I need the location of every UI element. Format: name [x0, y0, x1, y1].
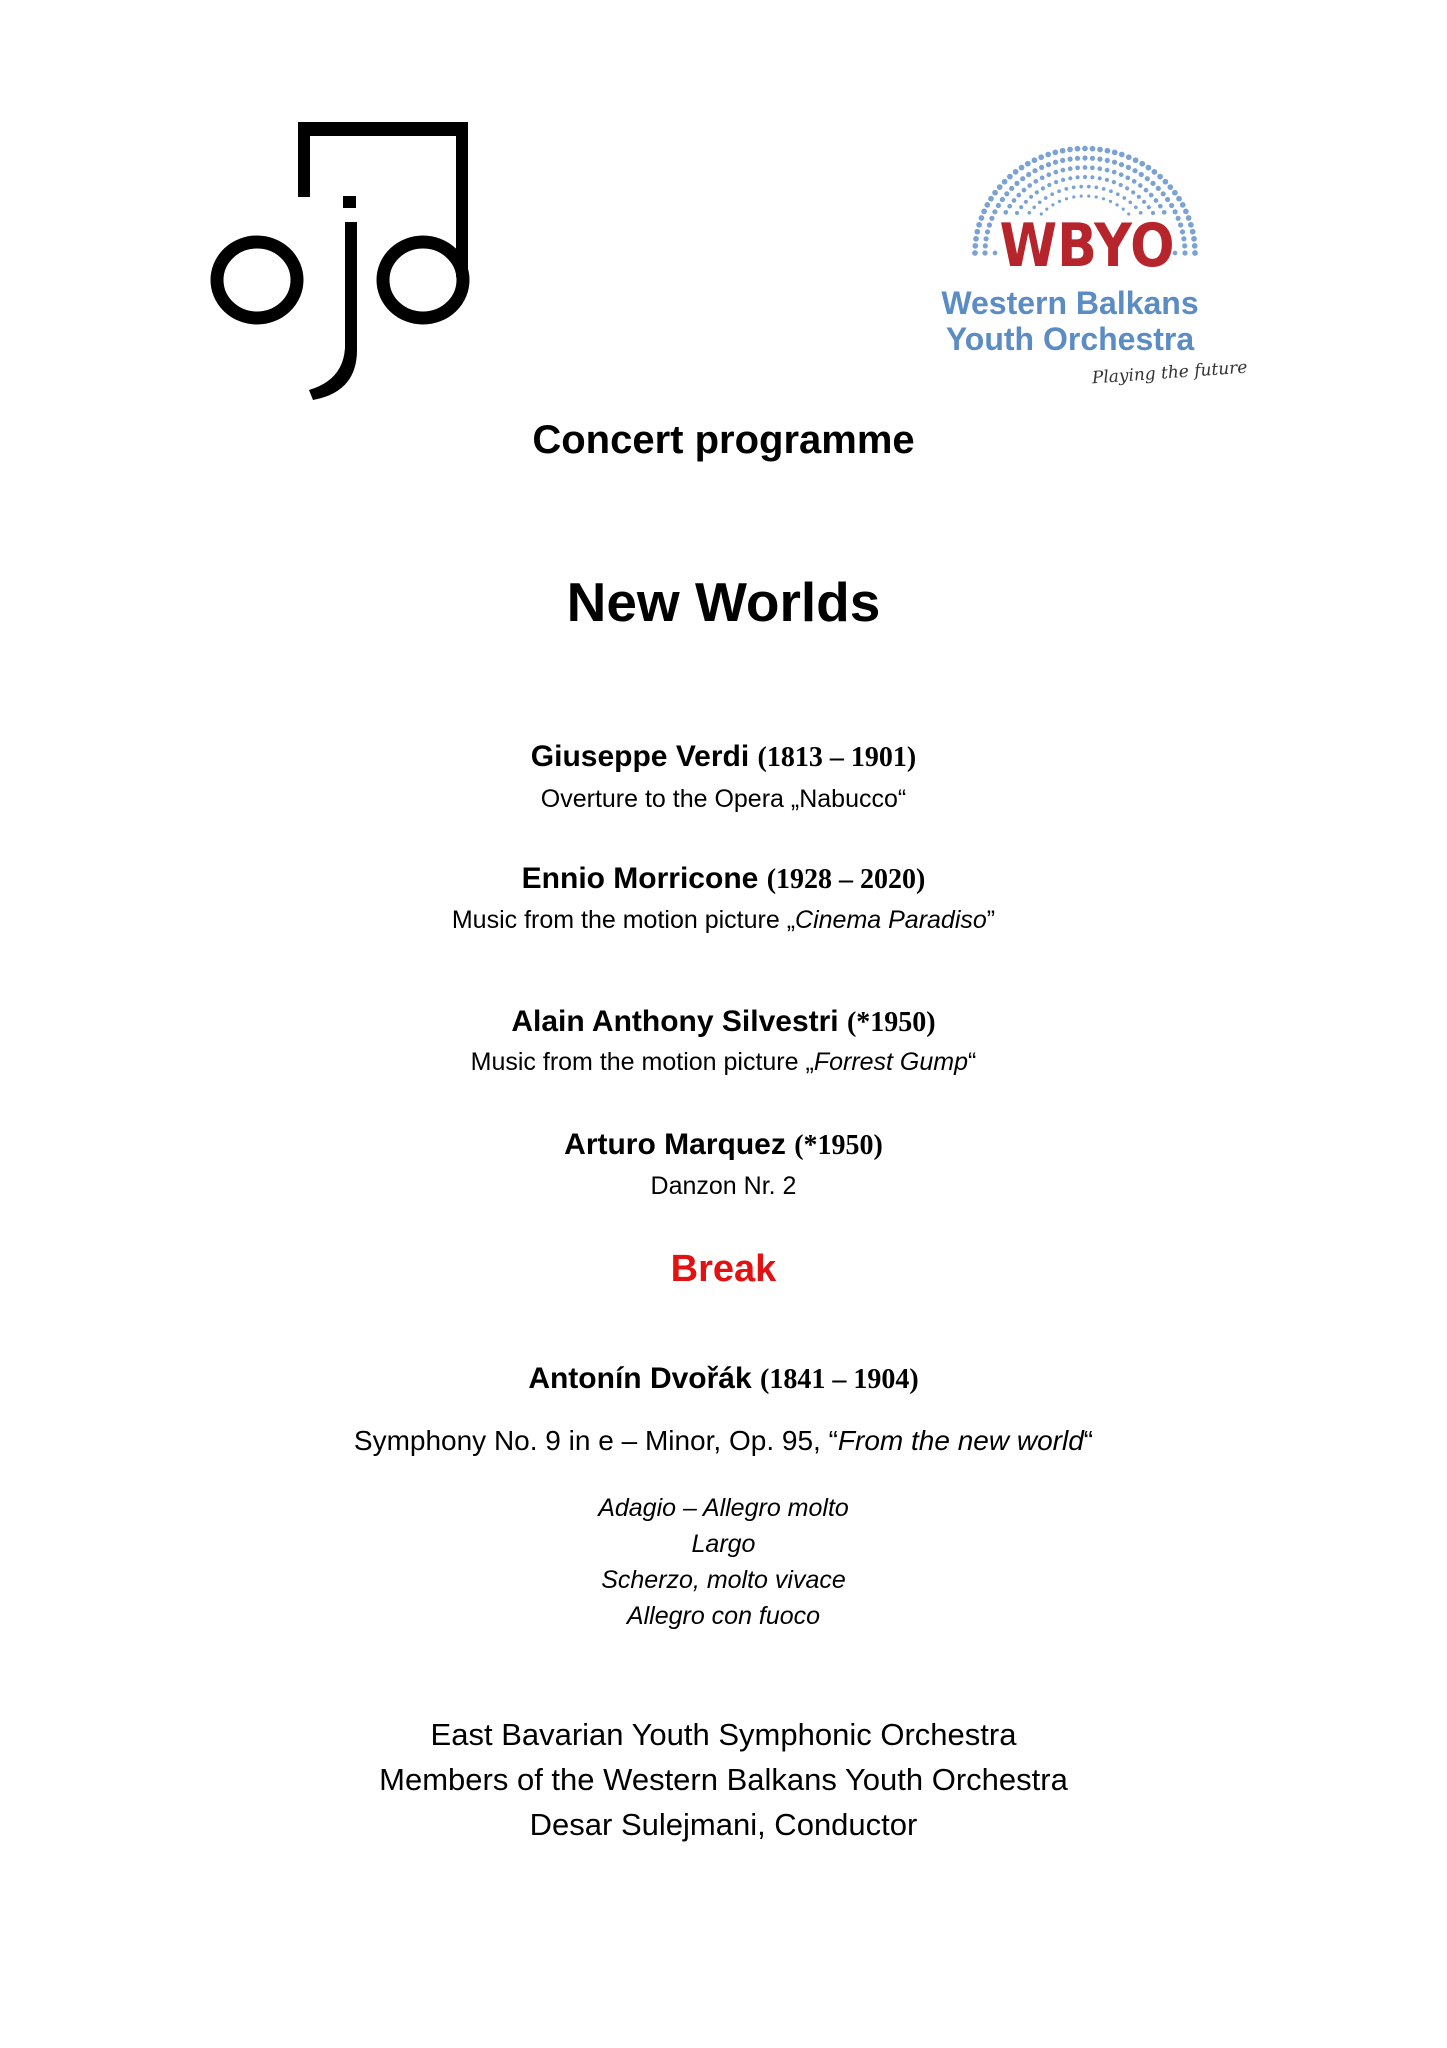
wbyo-dot — [1044, 196, 1048, 200]
work-quote: ” — [986, 906, 996, 934]
wbyo-dot — [1139, 161, 1145, 167]
wbyo-dot — [1052, 150, 1058, 156]
work-title: Forrest Gump — [813, 1048, 969, 1076]
wbyo-dot — [1007, 204, 1012, 209]
wbyo-dot — [983, 243, 988, 248]
wbyo-dot — [1046, 162, 1051, 167]
wbyo-dot — [1161, 191, 1166, 196]
wbyo-dot — [1145, 176, 1150, 181]
wbyo-dot — [1046, 172, 1051, 177]
work-title: Cinema Paradiso — [795, 906, 987, 934]
wbyo-dot — [1000, 197, 1005, 202]
movement-item: Scherzo, molto vivace — [601, 1566, 846, 1594]
wbyo-dot — [1105, 178, 1109, 182]
wbyo-dot — [1083, 165, 1088, 170]
wbyo-dot — [976, 222, 982, 228]
wbyo-dot — [982, 250, 987, 255]
wbyo-dot — [1192, 243, 1198, 249]
wbyo-dot — [1026, 172, 1031, 177]
composer-entry — [0, 1362, 1447, 1396]
wbyo-dot — [1035, 190, 1039, 194]
wbyo-dot — [1186, 215, 1192, 221]
wbyo-dot — [1149, 193, 1154, 198]
wbyo-dot — [997, 184, 1003, 190]
work-title: From the new world — [837, 1425, 1084, 1456]
wbyo-dot — [1180, 229, 1185, 234]
work-entry — [0, 785, 1447, 814]
wbyo-dot — [1125, 186, 1129, 190]
wbyo-dot — [1181, 236, 1186, 241]
work-text: Overture to the Opera „Nabucco“ — [540, 785, 907, 813]
symphony-title — [0, 1425, 1447, 1457]
composer-years: (1841 – 1904) — [760, 1364, 919, 1395]
wbyo-dot — [1097, 166, 1102, 171]
wbyo-dot — [1019, 165, 1025, 171]
wbyo-dot — [1029, 195, 1033, 199]
wbyo-dot — [1116, 192, 1120, 196]
wbyo-dot — [1072, 195, 1075, 198]
work-text: Music from the motion picture „ — [451, 906, 796, 934]
composer-name: Alain Anthony Silvestri — [511, 1005, 839, 1038]
wbyo-dot — [1095, 195, 1098, 198]
wbyo-dot — [1060, 148, 1066, 154]
wbyo-dot — [1125, 175, 1130, 180]
wbyo-dot — [1067, 147, 1073, 153]
wbyo-dot — [1105, 168, 1110, 173]
movement-list — [0, 1490, 1447, 1634]
composer-name: Ennio Morricone — [521, 862, 759, 895]
wbyo-dot — [979, 215, 985, 221]
wbyo-dot — [1045, 152, 1051, 158]
wbyo-dot — [1061, 178, 1065, 182]
wbyo-dot — [1009, 186, 1014, 191]
wbyo-dot — [1147, 205, 1151, 209]
wbyo-dot — [1057, 189, 1061, 193]
wbyo-logo — [935, 118, 1255, 388]
wbyo-name-line1: Western Balkans — [941, 285, 1199, 321]
wbyo-dot — [1112, 160, 1117, 165]
wbyo-dot — [987, 222, 992, 227]
wbyo-dot — [1051, 203, 1054, 206]
wbyo-dot — [1156, 186, 1161, 191]
wbyo-dot — [1119, 183, 1123, 187]
programme-heading: Concert programme — [532, 418, 915, 462]
wbyo-dot — [1032, 205, 1036, 209]
concert-title: New Worlds — [566, 571, 881, 633]
work-entry — [0, 906, 1447, 935]
wbyo-dot — [1102, 187, 1106, 191]
wbyo-dot — [1097, 157, 1102, 162]
composer-entry — [0, 1128, 1447, 1162]
wbyo-dot — [1068, 166, 1073, 171]
wbyo-dot — [1165, 197, 1170, 202]
wbyo-dot — [1098, 176, 1102, 180]
wbyo-dot — [1090, 165, 1095, 170]
wbyo-dot — [1079, 185, 1083, 189]
wbyo-dot — [1016, 193, 1021, 198]
composer-years: (1928 – 2020) — [766, 864, 926, 895]
wbyo-dot — [1087, 195, 1090, 198]
wbyo-dot — [1013, 169, 1019, 175]
wbyo-dot — [1082, 155, 1087, 160]
wbyo-dot — [1024, 200, 1028, 204]
wbyo-dot — [1020, 176, 1025, 181]
wbyo-dot — [1131, 190, 1135, 194]
wbyo-dot — [1138, 183, 1143, 188]
wbyo-dot — [1022, 188, 1027, 193]
performers-list — [0, 1712, 1447, 1847]
wbyo-dot — [1007, 174, 1013, 180]
composer-years: (*1950) — [794, 1130, 883, 1161]
wbyo-dot — [1178, 222, 1183, 227]
wbyo-dot — [1163, 179, 1169, 185]
break-label: Break — [670, 1248, 777, 1290]
wbyo-dot — [1060, 158, 1065, 163]
wbyo-dot — [1109, 189, 1113, 193]
wbyo-dot — [1072, 186, 1076, 190]
wbyo-dot — [992, 209, 997, 214]
movement-item: Adagio – Allegro molto — [598, 1494, 849, 1522]
wbyo-dot — [993, 251, 998, 256]
wbyo-dot — [1132, 168, 1137, 173]
wbyo-dot — [1083, 175, 1087, 179]
wbyo-dot — [985, 229, 990, 234]
wbyo-dot — [973, 236, 979, 242]
composer-entry — [0, 1005, 1447, 1039]
ojo-logo — [205, 110, 475, 400]
wbyo-tagline: Playing the future — [1091, 357, 1249, 388]
wbyo-dot — [1068, 176, 1072, 180]
wbyo-dot — [1068, 157, 1073, 162]
wbyo-dot — [1188, 222, 1194, 228]
wbyo-dot — [1128, 200, 1132, 204]
wbyo-dot — [1047, 183, 1051, 187]
wbyo-dot — [984, 236, 989, 241]
wbyo-dot — [1132, 179, 1137, 184]
wbyo-dot — [1126, 165, 1131, 170]
wbyo-dot — [1137, 195, 1141, 199]
wbyo-dot — [1126, 154, 1132, 160]
wbyo-dot — [1183, 209, 1189, 215]
wbyo-dot — [1004, 191, 1009, 196]
work-text: Music from the motion picture „ — [470, 1048, 814, 1076]
wbyo-dot — [1041, 186, 1045, 190]
composer-name: Giuseppe Verdi — [530, 740, 750, 773]
wbyo-dot — [1033, 179, 1038, 184]
wbyo-dot — [1119, 152, 1125, 158]
wbyo-dot — [972, 243, 978, 249]
composer-years: (*1950) — [846, 1007, 936, 1038]
wbyo-dot — [1038, 154, 1044, 160]
wbyo-dot — [1134, 205, 1138, 209]
wbyo-dot — [1176, 216, 1181, 221]
wbyo-dot — [972, 250, 978, 256]
work-quote: “ — [1083, 1425, 1094, 1456]
wbyo-dot — [1090, 175, 1094, 179]
wbyo-dot — [1087, 185, 1091, 189]
work-entry — [0, 1048, 1447, 1077]
work-text: Danzon Nr. 2 — [650, 1172, 797, 1200]
wbyo-dot — [1075, 165, 1080, 170]
wbyo-dot — [989, 216, 994, 221]
performer-line: Desar Sulejmani, Conductor — [529, 1807, 918, 1842]
wbyo-dot — [1154, 198, 1159, 203]
wbyo-dot — [988, 196, 994, 202]
wbyo-dot — [1139, 172, 1144, 177]
wbyo-dot — [1112, 180, 1116, 184]
wbyo-dot — [974, 229, 980, 235]
wbyo-dot — [1116, 203, 1119, 206]
wbyo-dot — [1075, 146, 1081, 152]
wbyo-dot — [1172, 190, 1178, 196]
wbyo-acronym: WBYO — [999, 211, 1175, 281]
wbyo-dot — [1032, 157, 1038, 163]
wbyo-dot — [1112, 170, 1117, 175]
wbyo-dot — [1019, 205, 1023, 209]
wbyo-dot — [1094, 186, 1098, 190]
wbyo-dot — [1191, 236, 1197, 242]
movement-item: Allegro con fuoco — [626, 1602, 821, 1630]
wbyo-dot — [1144, 188, 1149, 193]
work-text: Symphony No. 9 in e – Minor, Op. 95, “ — [353, 1425, 838, 1456]
wbyo-dot — [1065, 197, 1068, 200]
wbyo-dot — [1152, 169, 1158, 175]
wbyo-dot — [1014, 181, 1019, 186]
wbyo-dot — [1142, 200, 1146, 204]
wbyo-dot — [1032, 168, 1037, 173]
wbyo-dot — [1119, 162, 1124, 167]
wbyo-dot — [1090, 146, 1096, 152]
composer-name: Arturo Marquez — [564, 1128, 786, 1161]
wbyo-dot — [1182, 243, 1187, 248]
wbyo-dot — [1058, 200, 1061, 203]
wbyo-dot — [981, 209, 987, 215]
wbyo-dot — [1157, 174, 1163, 180]
wbyo-dot — [1054, 180, 1058, 184]
wbyo-dot — [1082, 146, 1088, 152]
movement-item: Largo — [691, 1530, 756, 1558]
performer-line: Members of the Western Balkans Youth Orchestra — [379, 1762, 1068, 1797]
wbyo-dot — [1109, 200, 1112, 203]
wbyo-dot — [1039, 165, 1044, 170]
wbyo-dot — [1169, 203, 1174, 208]
wbyo-dot — [1122, 196, 1126, 200]
wbyo-dot — [1146, 165, 1152, 171]
wbyo-dot — [1102, 197, 1105, 200]
wbyo-dot — [1150, 181, 1155, 186]
wbyo-dot — [1025, 161, 1031, 167]
wbyo-dot — [1053, 160, 1058, 165]
wbyo-dot — [1158, 204, 1163, 209]
wbyo-dot — [1012, 198, 1017, 203]
wbyo-dot — [1182, 250, 1187, 255]
wbyo-dot — [1119, 172, 1124, 177]
wbyo-dot — [1112, 150, 1118, 156]
wbyo-dot — [1076, 175, 1080, 179]
wbyo-dot — [1105, 148, 1111, 154]
performer-line: East Bavarian Youth Symphonic Orchestra — [430, 1717, 1017, 1752]
wbyo-dot — [1167, 184, 1173, 190]
wbyo-dot — [1192, 250, 1198, 256]
wbyo-dot — [1176, 196, 1182, 202]
composer-entry — [0, 862, 1447, 896]
wbyo-dot — [1040, 175, 1045, 180]
wbyo-dot — [1064, 187, 1068, 191]
wbyo-dot — [1133, 157, 1139, 163]
work-entry — [0, 1172, 1447, 1201]
wbyo-dot — [1097, 147, 1103, 153]
wbyo-dot — [1090, 156, 1095, 161]
wbyo-dot — [1105, 158, 1110, 163]
wbyo-dot — [1061, 168, 1066, 173]
composer-entry — [0, 740, 1447, 774]
wbyo-dot — [1038, 200, 1042, 204]
wbyo-dot — [1050, 192, 1054, 196]
wbyo-dot — [1053, 170, 1058, 175]
wbyo-dot — [1075, 156, 1080, 161]
composer-name: Antonín Dvořák — [528, 1362, 752, 1395]
composer-years: (1813 – 1901) — [757, 742, 917, 773]
wbyo-name-line2: Youth Orchestra — [945, 321, 1195, 357]
work-quote: “ — [968, 1048, 977, 1076]
wbyo-dot — [1080, 195, 1083, 198]
wbyo-dot — [984, 202, 990, 208]
wbyo-dot — [1190, 229, 1196, 235]
wbyo-dot — [992, 190, 998, 196]
wbyo-dot — [1027, 183, 1032, 188]
wbyo-dot — [996, 203, 1001, 208]
wbyo-dot — [1180, 202, 1186, 208]
wbyo-dot — [1002, 179, 1008, 185]
